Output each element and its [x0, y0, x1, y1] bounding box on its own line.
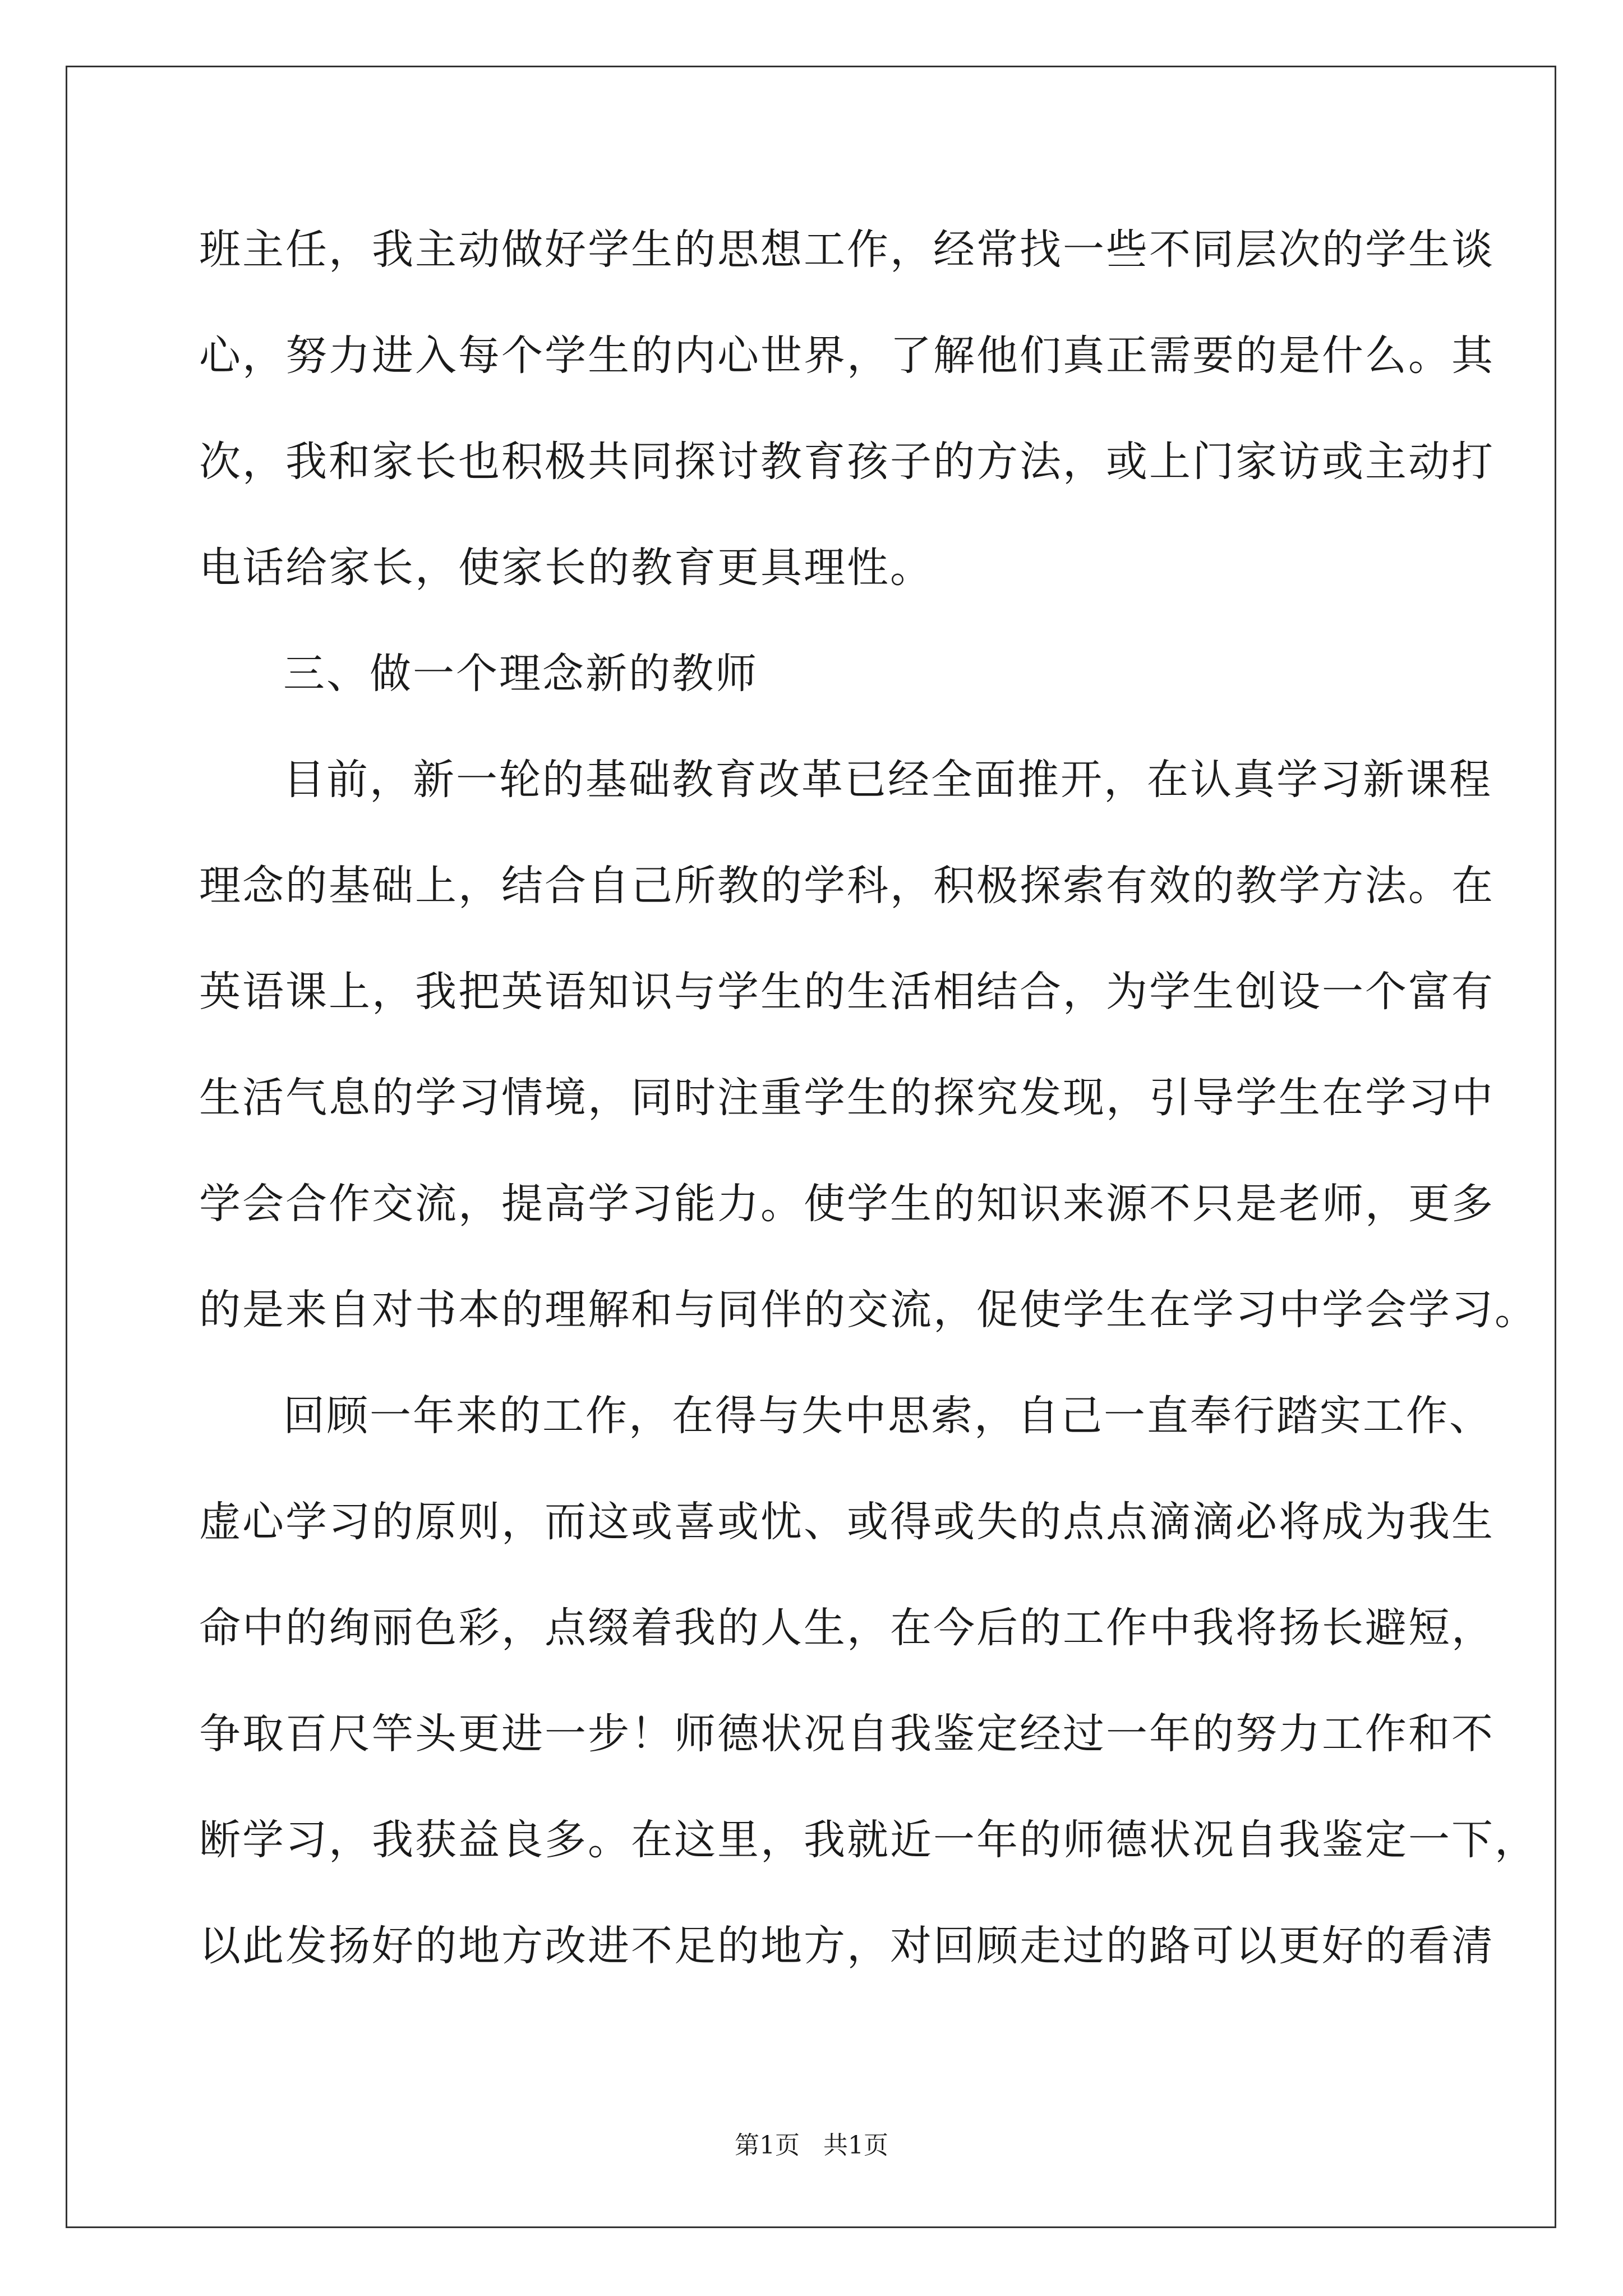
text-line: 理念的基础上，结合自己所教的学科，积极探索有效的教学方法。在 [199, 862, 1495, 910]
text-line: 心，努力进入每个学生的内心世界，了解他们真正需要的是什么。其 [199, 332, 1495, 380]
body-text [199, 213, 1538, 2016]
text-line: 英语课上，我把英语知识与学生的生活相结合，为学生创设一个富有 [199, 968, 1495, 1016]
text-line: 生活气息的学习情境，同时注重学生的探究发现，引导学生在学习中 [199, 1074, 1495, 1122]
text-line: 争取百尺竿头更进一步！师德状况自我鉴定经过一年的努力工作和不 [199, 1710, 1495, 1758]
text-line: 电话给家长，使家长的教育更具理性。 [199, 544, 933, 592]
text-line: 的是来自对书本的理解和与同伴的交流，促使学生在学习中学会学习。 [199, 1286, 1538, 1334]
text-line: 目前，新一轮的基础教育改革已经全面推开，在认真学习新课程 [283, 756, 1492, 804]
text-line: 次，我和家长也积极共同探讨教育孩子的方法，或上门家访或主动打 [199, 438, 1495, 486]
text-line: 断学习，我获益良多。在这里，我就近一年的师德状况自我鉴定一下， [199, 1816, 1538, 1864]
section-heading: 三、做一个理念新的教师 [283, 650, 758, 698]
text-line: 回顾一年来的工作，在得与失中思索，自己一直奉行踏实工作、 [283, 1392, 1492, 1440]
page-footer: 第1页 共1页 [735, 2131, 888, 2160]
text-line: 班主任，我主动做好学生的思想工作，经常找一些不同层次的学生谈 [199, 226, 1495, 274]
text-line: 虚心学习的原则，而这或喜或忧、或得或失的点点滴滴必将成为我生 [199, 1498, 1495, 1546]
text-line: 以此发扬好的地方改进不足的地方，对回顾走过的路可以更好的看清 [199, 1922, 1495, 1970]
text-line: 学会合作交流，提高学习能力。使学生的知识来源不只是老师，更多 [199, 1180, 1495, 1228]
text-line: 命中的绚丽色彩，点缀着我的人生，在今后的工作中我将扬长避短， [199, 1604, 1495, 1652]
